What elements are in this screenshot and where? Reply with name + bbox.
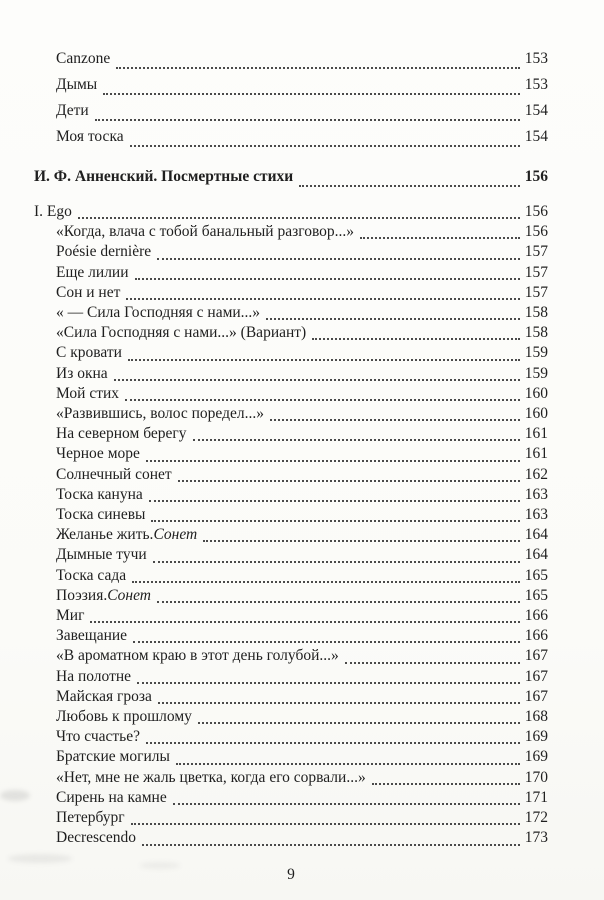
toc-row: [34, 424, 548, 444]
toc-leader-dots: [157, 258, 520, 260]
toc-page-number: 156: [524, 223, 548, 241]
toc-entry-title: Что счастье?: [56, 728, 140, 746]
toc-entry-title: Дымы: [56, 76, 98, 93]
toc-leader-dots: [146, 460, 520, 462]
toc-entry-title: Петербург: [56, 809, 125, 827]
toc-leader-dots: [266, 318, 520, 320]
toc-entry-title: Тоска кануна: [56, 485, 143, 503]
toc-entry-title: Poésie dernière: [56, 243, 152, 261]
toc-leader-dots: [345, 662, 520, 664]
toc-page-number: 173: [524, 829, 548, 847]
toc-row: [34, 707, 548, 727]
toc-row: [34, 72, 548, 98]
toc-row: [34, 202, 548, 222]
toc-leader-dots: [173, 803, 520, 805]
toc-page-number: 163: [524, 485, 548, 503]
toc-entry-title: На северном берегу: [56, 425, 187, 443]
toc-entry-title: «Сила Господняя с нами...» (Вариант): [56, 324, 307, 342]
toc-leader-dots: [372, 783, 520, 785]
toc-leader-dots: [360, 237, 520, 239]
toc-row: [34, 505, 548, 525]
toc-entry-title: Сирень на камне: [56, 788, 167, 806]
toc-leader-dots: [131, 823, 520, 825]
toc-leader-dots: [126, 298, 520, 300]
toc-page-number: 158: [524, 324, 548, 342]
toc-leader-dots: [178, 480, 520, 482]
toc-entry-title: Дымные тучи: [56, 546, 147, 564]
toc-entry-title: Тоска сада: [56, 566, 127, 584]
toc-leader-dots: [135, 278, 520, 280]
toc-page-number: 167: [524, 647, 548, 665]
toc-page-number: 163: [524, 506, 548, 524]
toc-entry-title: Мой стих: [56, 384, 120, 402]
toc-entry-title: Canzone: [56, 50, 111, 67]
toc-entry-title: Дети: [56, 102, 89, 119]
toc-top-section: [34, 46, 548, 150]
toc-page-number: 165: [524, 566, 548, 584]
toc-page-number: 159: [524, 364, 548, 382]
toc-entry-title: Братские могилы: [56, 748, 170, 766]
toc-row: [34, 323, 548, 343]
toc-entry-title: Любовь к прошлому: [56, 708, 192, 726]
toc-page-number: 160: [524, 384, 548, 402]
toc-page-number: 156: [524, 168, 548, 185]
toc-leader-dots: [142, 844, 520, 846]
toc-page-number: 167: [524, 667, 548, 685]
toc-leader-dots: [151, 520, 520, 522]
toc-entry-title: Миг: [56, 607, 85, 625]
toc-entry-title: «Нет, мне не жаль цветка, когда его сорвали...»: [56, 768, 366, 786]
toc-leader-dots: [95, 119, 520, 121]
toc-leader-dots: [176, 763, 520, 765]
toc-leader-dots: [153, 561, 520, 563]
toc-leader-dots: [157, 601, 520, 603]
toc-entry-title-italic: Сонет: [107, 586, 151, 604]
toc-leader-dots: [158, 702, 520, 704]
toc-leader-dots: [203, 540, 520, 542]
scan-artifact: [0, 790, 30, 801]
toc-row: [34, 263, 548, 283]
toc-leader-dots: [137, 682, 520, 684]
toc-leader-dots: [78, 217, 520, 219]
toc-row: [34, 525, 548, 545]
toc-entry-title: Сон и нет: [56, 283, 121, 301]
toc-page-number: 164: [524, 526, 548, 544]
toc-leader-dots: [128, 359, 520, 361]
toc-row: [34, 124, 548, 150]
toc-page-number: 153: [524, 76, 548, 93]
toc-page-number: 162: [524, 465, 548, 483]
toc-leader-dots: [299, 185, 520, 187]
toc-page-number: 169: [524, 748, 548, 766]
toc-entry-title: Еще лилии: [56, 263, 129, 281]
toc-row: [34, 222, 548, 242]
toc-row: [34, 566, 548, 586]
toc-leader-dots: [90, 621, 520, 623]
toc-entry-title: Тоска синевы: [56, 506, 146, 524]
toc-row: [34, 788, 548, 808]
toc-leader-dots: [114, 379, 520, 381]
toc-entry-title: Из окна: [56, 364, 108, 382]
toc-row: [34, 465, 548, 485]
toc-row: [34, 747, 548, 767]
toc-page-number: 161: [524, 425, 548, 443]
toc-page-number: 159: [524, 344, 548, 362]
toc-entry-title: Завещание: [56, 627, 128, 645]
toc-row: [34, 646, 548, 666]
toc-entry-title: Decrescendo: [56, 829, 137, 847]
toc-row: [34, 545, 548, 565]
toc-entry-title: Моя тоска: [56, 128, 124, 145]
toc-page-number: 170: [524, 768, 548, 786]
page-number-footer: 9: [287, 866, 295, 883]
toc-entry-title: Желанье жить.: [56, 526, 154, 544]
toc-page-number: 158: [524, 304, 548, 322]
toc-section-heading-title: И. Ф. Анненский. Посмертные стихи: [34, 168, 294, 185]
toc-row: [34, 687, 548, 707]
toc-page-number: 166: [524, 627, 548, 645]
toc-entry-title: «Развившись, волос поредел...»: [56, 405, 264, 423]
toc-page-number: 156: [524, 203, 548, 220]
toc-entry-title: «Когда, влача с тобой банальный разговор...»: [56, 223, 355, 241]
toc-row: [34, 384, 548, 404]
toc-leader-dots: [193, 439, 521, 441]
toc-entry-title: С кровати: [56, 344, 122, 362]
toc-row: [34, 303, 548, 323]
toc-page-number: 171: [524, 788, 548, 806]
toc-leader-dots: [133, 641, 520, 643]
toc-page-number: 160: [524, 405, 548, 423]
toc-page-number: 164: [524, 546, 548, 564]
toc-leader-dots: [312, 338, 520, 340]
toc-row: [34, 404, 548, 424]
toc-page-number: 154: [524, 102, 548, 119]
toc-entry-title: Черное море: [56, 445, 140, 463]
toc-row: [34, 485, 548, 505]
toc-row: [34, 768, 548, 788]
toc-page-number: 169: [524, 728, 548, 746]
toc-row: [34, 626, 548, 646]
toc-row: [34, 444, 548, 464]
toc-page-number: 167: [524, 687, 548, 705]
toc-leader-dots: [149, 500, 520, 502]
toc-leader-dots: [132, 581, 520, 583]
toc-leader-dots: [103, 93, 520, 95]
toc-page-number: 168: [524, 708, 548, 726]
toc-section-heading: [34, 164, 548, 190]
toc-page-number: 157: [524, 263, 548, 281]
toc-page-number: 153: [524, 50, 548, 67]
toc-page-number: 161: [524, 445, 548, 463]
toc-page-number: 172: [524, 809, 548, 827]
toc-row: [34, 667, 548, 687]
toc-row: [34, 46, 548, 72]
toc-body-section: [34, 202, 548, 849]
toc-row: [34, 727, 548, 747]
toc-row: [34, 808, 548, 828]
toc-entry-title: Солнечный сонет: [56, 465, 172, 483]
toc-entry-title: I. Ego: [34, 203, 72, 220]
toc-row: [34, 343, 548, 363]
toc-row: [34, 242, 548, 262]
toc-row: [34, 98, 548, 124]
toc-row: [34, 283, 548, 303]
toc-page-number: 157: [524, 243, 548, 261]
toc-leader-dots: [116, 67, 520, 69]
toc-row: [34, 364, 548, 384]
toc-leader-dots: [130, 145, 520, 147]
toc-page-number: 157: [524, 283, 548, 301]
toc-entry-title: Майская гроза: [56, 687, 152, 705]
toc-leader-dots: [146, 742, 520, 744]
toc-page-number: 166: [524, 607, 548, 625]
toc-page-number: 154: [524, 128, 548, 145]
toc-entry-title: « — Сила Господняя с нами...»: [56, 304, 261, 322]
toc-leader-dots: [198, 722, 520, 724]
toc-row: [34, 586, 548, 606]
toc-entry-title: Поэзия.: [56, 586, 108, 604]
toc-entry-title: «В ароматном краю в этот день голубой...»: [56, 647, 339, 665]
toc-entry-title-italic: Сонет: [153, 526, 198, 544]
toc-leader-dots: [125, 399, 520, 401]
toc-entry-title: На полотне: [56, 667, 132, 685]
toc-page-number: 165: [524, 586, 548, 604]
toc-row: [34, 606, 548, 626]
scan-artifact: [8, 854, 72, 863]
toc-row: [34, 828, 548, 848]
toc-leader-dots: [270, 419, 520, 421]
